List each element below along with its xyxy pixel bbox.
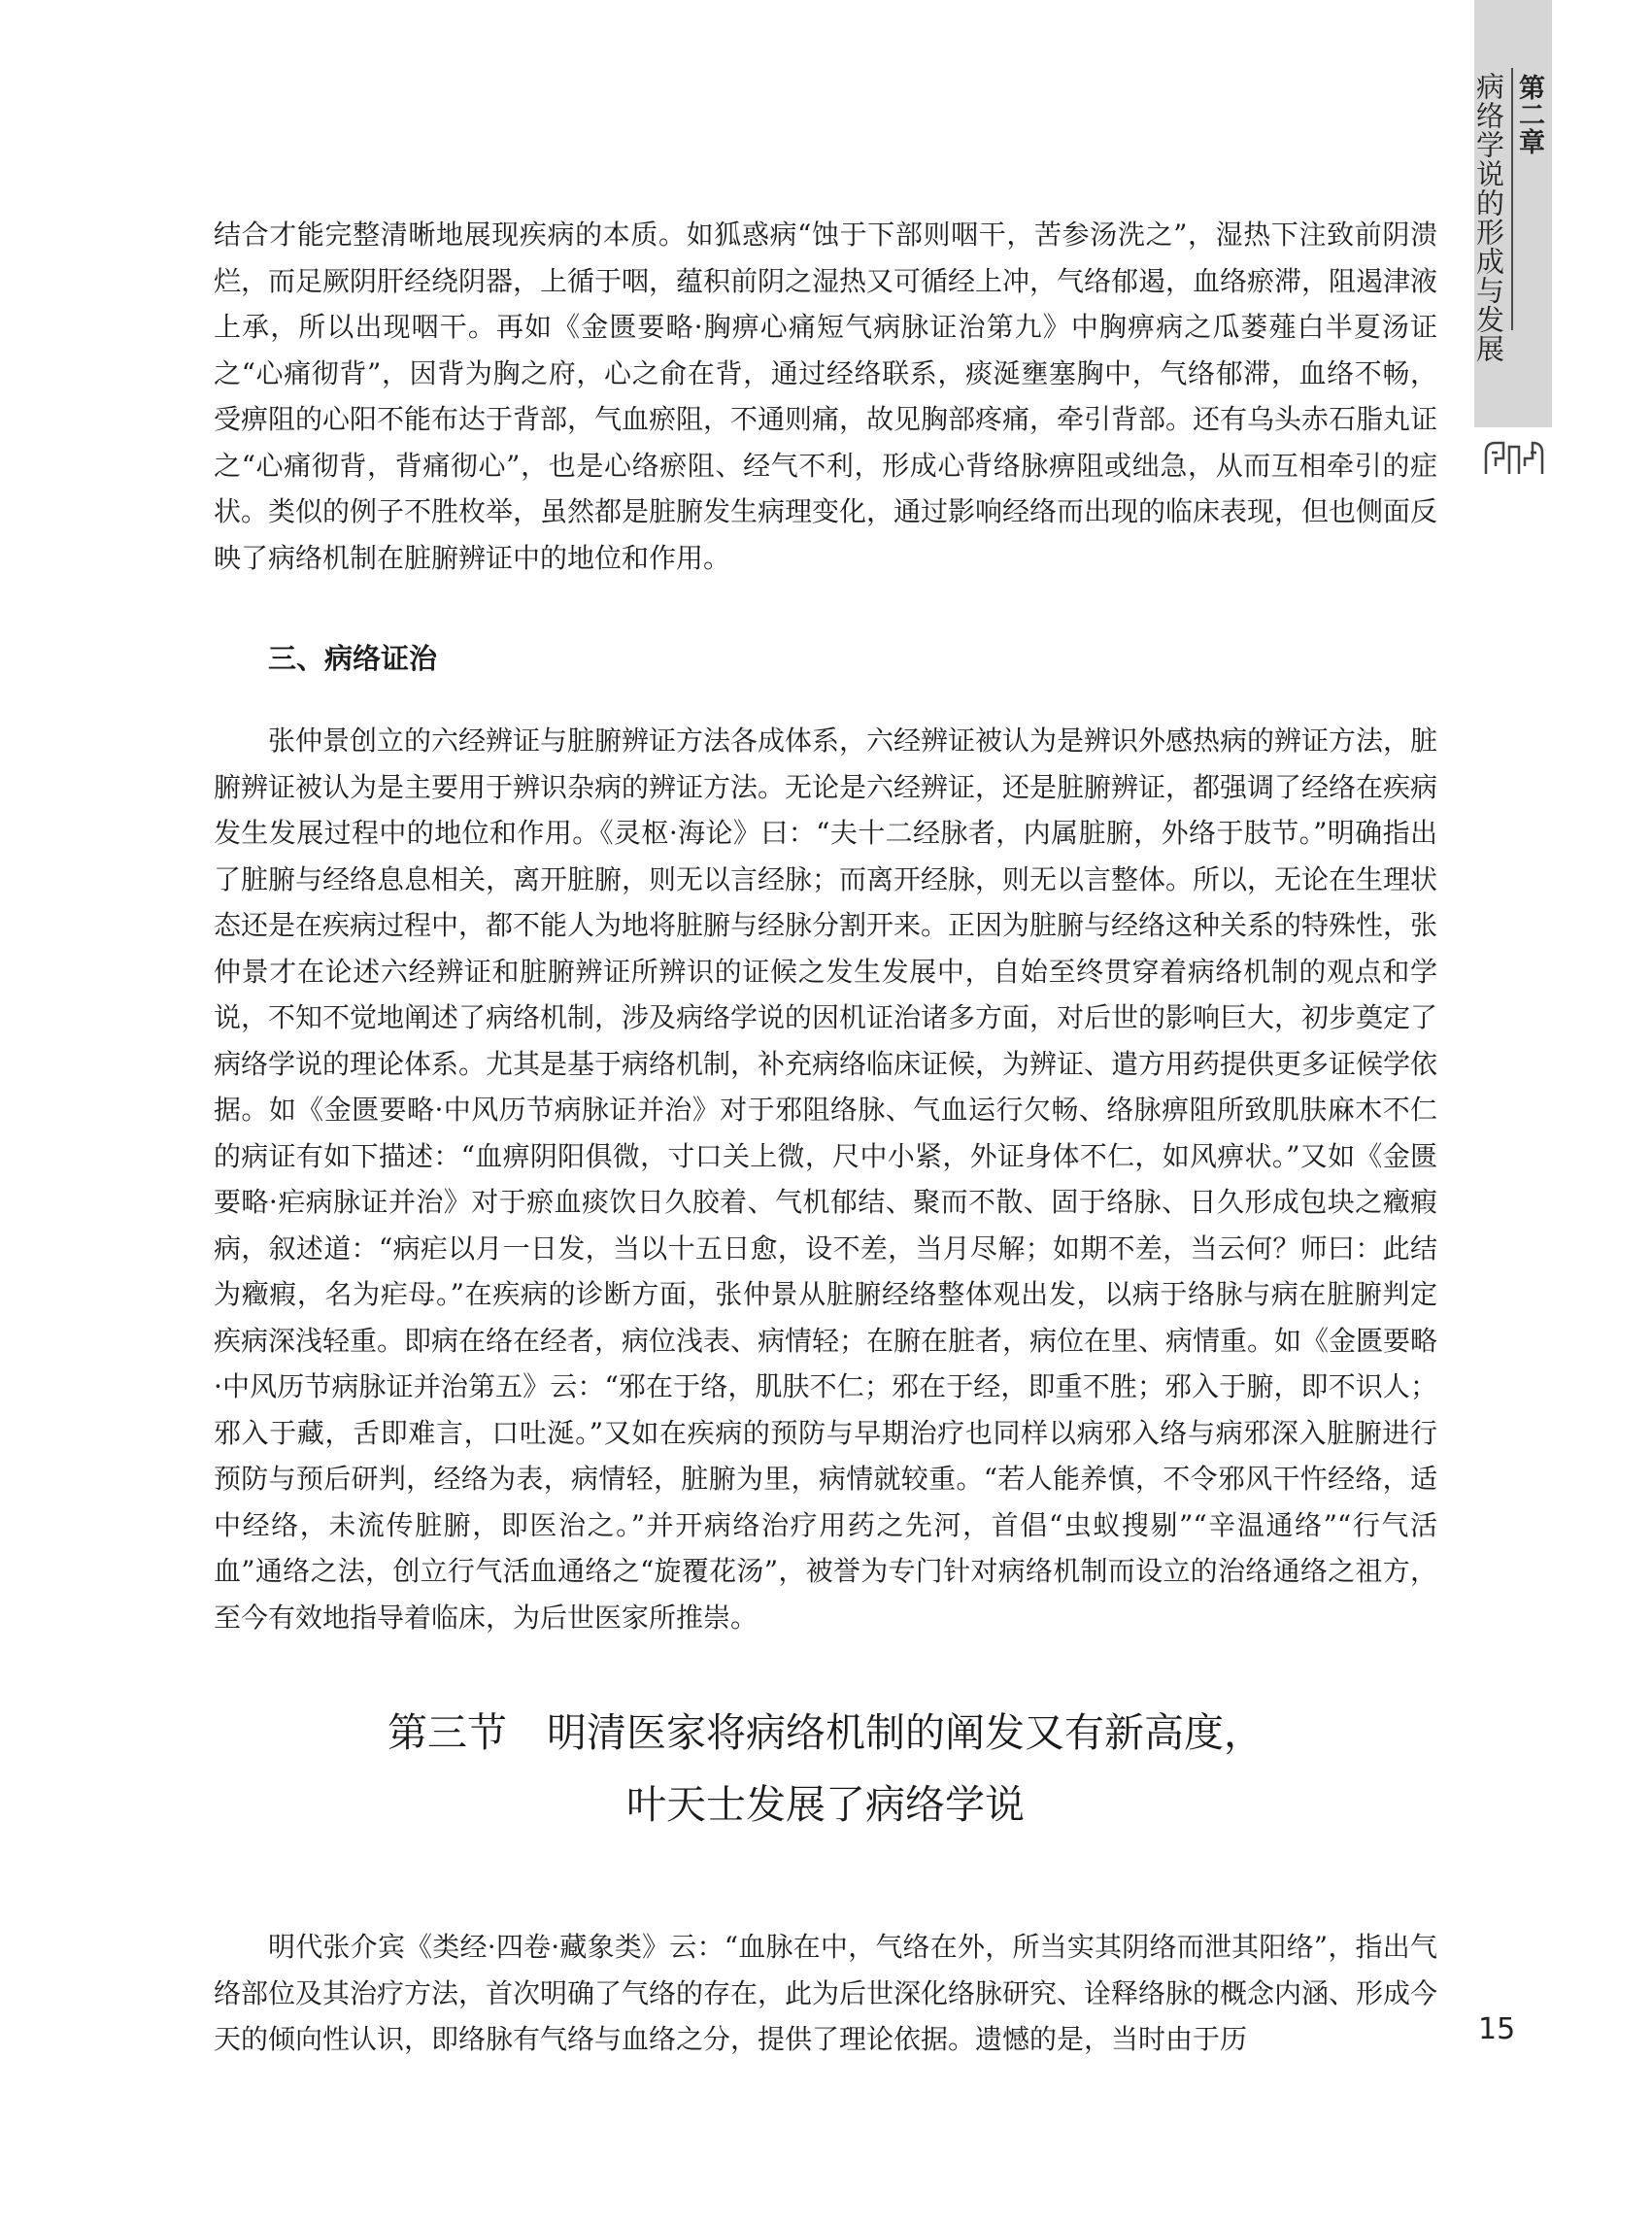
section-title-line-1: 第三节 明清医家将病络机制的阐发又有新高度， <box>388 1709 1264 1756</box>
subsection-heading: 三、病络证治 <box>268 642 438 675</box>
page-number: 15 <box>1478 2012 1516 2046</box>
ornament-icon <box>1482 439 1546 478</box>
chapter-tab <box>1474 0 1552 427</box>
paragraph-1: 结合才能完整清晰地展现疾病的本质。如狐惑病“蚀于下部则咽干，苦参汤洗之”，湿热下注致前阴溃烂，而足厥阴肝经绕阴器，上循于咽，蕴积前阴之湿热又可循经上冲，气络郁遏，血络瘀滞，阻遏津液上承，所以出现咽干。再如《金匮要略·胸痹心痛短气病脉证治第九》中胸痹病之瓜蒌薤白半夏汤证之“心痛彻背”，因背为胸之府，心之俞在背，通过经络联系，痰涎壅塞胸中，气络郁滞，血络不畅，受痹阻的心阳不能布达于背部，气血瘀阻，不通则痛，故见胸部疼痛，牵引背部。还有乌头赤石脂丸证之“心痛彻背，背痛彻心”，也是心络瘀阻、经气不利，形成心背络脉痹阻或绌急，从而互相牵引的症状。类似的例子不胜枚举，虽然都是脏腑发生病理变化，通过影响经络而出现的临床表现，但也侧面反映了病络机制在脏腑辨证中的地位和作用。 <box>214 219 1438 574</box>
section-title-line-2: 叶天士发展了病络学说 <box>626 1781 1025 1828</box>
chapter-number: 第二章 <box>1514 74 1544 155</box>
paragraph-2: 张仲景创立的六经辨证与脏腑辨证方法各成体系，六经辨证被认为是辨识外感热病的辨证方法，脏腑辨证被认为是主要用于辨识杂病的辨证方法。无论是六经辨证，还是脏腑辨证，都强调了经络在疾病发生发展过程中的地位和作用。《灵枢·海论》曰：“夫十二经脉者，内属脏腑，外络于肢节。”明确指出了脏腑与经络息息相关，离开脏腑，则无以言经脉；而离开经脉，则无以言整体。所以，无论在生理状态还是在疾病过程中，都不能人为地将脏腑与经脉分割开来。正因为脏腑与经络这种关系的特殊性，张仲景才在论述六经辨证和脏腑辨证所辨识的证候之发生发展中，自始至终贯穿着病络机制的观点和学说，不知不觉地阐述了病络机制，涉及病络学说的因机证治诸多方面，对后世的影响巨大，初步奠定了病络学说的理论体系。尤其是基于病络机制，补充病络临床证候，为辨证、遣方用药提供更多证候学依据。如《金匮要略·中风历节病脉证并治》对于邪阻络脉、气血运行欠畅、络脉痹阻所致肌肤麻木不仁的病证有如下描述：“血痹阴阳俱微，寸口关上微，尺中小紧，外证身体不仁，如风痹状。”又如《金匮要略·疟病脉证并治》对于瘀血痰饮日久胶着、气机郁结、聚而不散、固于络脉、日久形成包块之癥瘕病，叙述道：“病疟以月一日发，当以十五日愈，设不差，当月尽解；如期不差，当云何？师曰：此结为癥瘕，名为疟母。”在疾病的诊断方面，张仲景从脏腑经络整体观出发，以病于络脉与病在脏腑判定疾病深浅轻重。即病在络在经者，病位浅表、病情轻；在腑在脏者，病位在里、病情重。如《金匮要略·中风历节病脉证并治第五》云：“邪在于络，肌肤不仁；邪在于经，即重不胜；邪入于腑，即不识人；邪入于藏，舌即难言，口吐涎。”又如在疾病的预防与早期治疗也同样以病邪入络与病邪深入脏腑进行预防与预后研判，经络为表，病情轻，脏腑为里，病情就较重。“若人能养慎，不令邪风干忤经络，适中经络，未流传脏腑，即医治之。”并开病络治疗用药之先河，首倡“虫蚁搜剔”“辛温通络”“行气活血”通络之法，创立行气活血通络之“旋覆花汤”，被誉为专门针对病络机制而设立的治络通络之祖方，至今有效地指导着临床，为后世医家所推崇。 <box>214 725 1438 1634</box>
section-title <box>214 1697 1437 1840</box>
paragraph-3: 明代张介宾《类经·四卷·藏象类》云：“血脉在中，气络在外，所当实其阴络而泄其阳络”，指出气络部位及其治疗方法，首次明确了气络的存在，此为后世深化络脉研究、诠释络脉的概念内涵、形成今天的倾向性认识，即络脉有气络与血络之分，提供了理论依据。遗憾的是，当时由于历 <box>214 1931 1438 2055</box>
chapter-title: 病络学说的形成与发展 <box>1472 72 1505 363</box>
page-content <box>214 212 1437 2063</box>
